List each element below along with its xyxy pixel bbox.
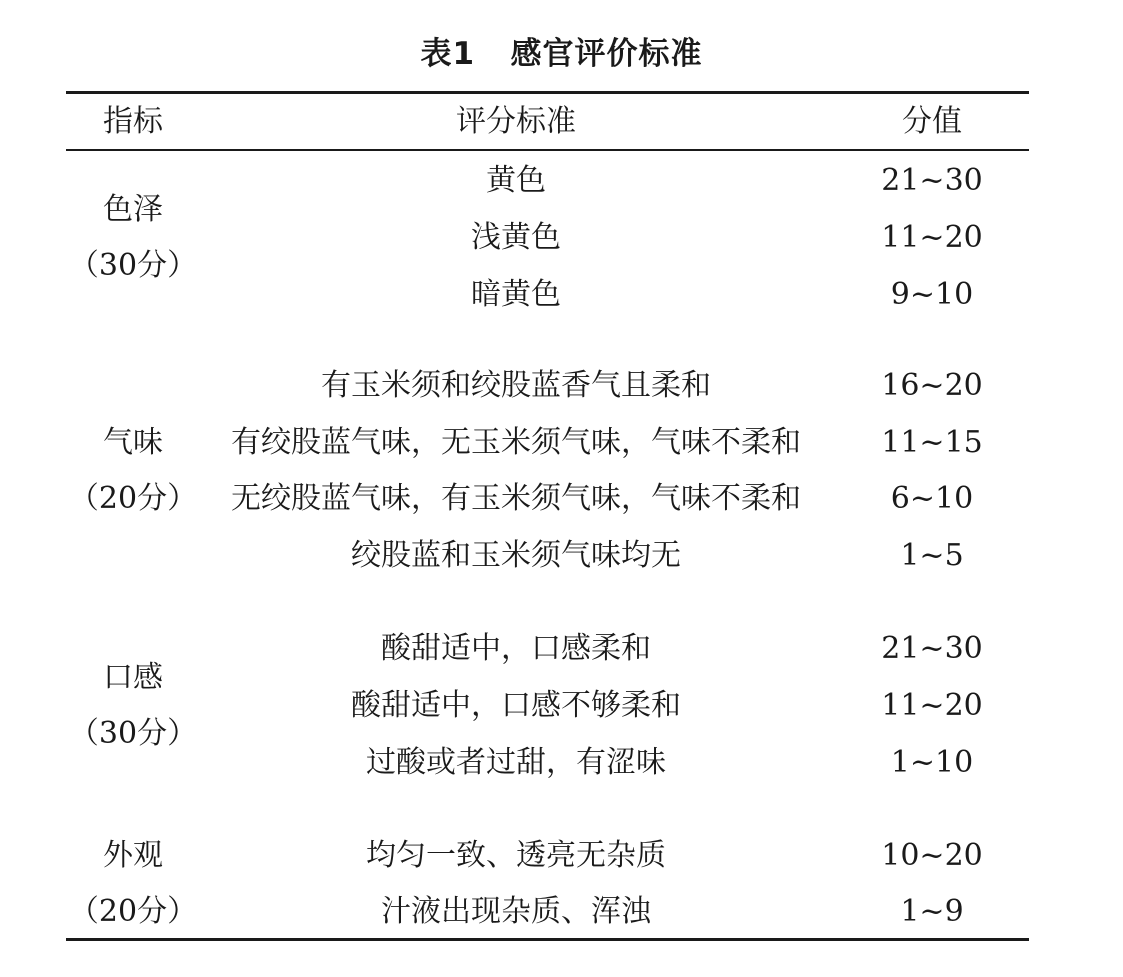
group-name: 口感 bbox=[103, 660, 163, 695]
score-cell: 11~20 bbox=[881, 220, 983, 255]
score-cell: 11~20 bbox=[881, 688, 983, 723]
score-cell: 1~5 bbox=[900, 538, 964, 573]
group-name: 气味 bbox=[103, 425, 163, 460]
criteria-cell: 酸甜适中，口感柔和 bbox=[381, 631, 651, 666]
bottom-rule bbox=[66, 938, 1029, 941]
header-score: 分值 bbox=[902, 104, 962, 139]
score-cell: 21~30 bbox=[881, 631, 983, 666]
criteria-cell: 绞股蓝和玉米须气味均无 bbox=[351, 538, 681, 573]
criteria-cell: 汁液出现杂质、浑浊 bbox=[381, 894, 651, 929]
criteria-cell: 有绞股蓝气味，无玉米须气味，气味不柔和 bbox=[231, 425, 801, 460]
group-points: （20分） bbox=[68, 894, 198, 929]
group-points: （20分） bbox=[68, 481, 198, 516]
header-indicator: 指标 bbox=[103, 104, 163, 139]
score-cell: 21~30 bbox=[881, 163, 983, 198]
criteria-cell: 过酸或者过甜，有涩味 bbox=[366, 745, 666, 780]
score-cell: 9~10 bbox=[890, 277, 974, 312]
criteria-cell: 无绞股蓝气味，有玉米须气味，气味不柔和 bbox=[231, 481, 801, 516]
criteria-cell: 有玉米须和绞股蓝香气且柔和 bbox=[321, 368, 711, 403]
group-points: （30分） bbox=[68, 248, 198, 283]
criteria-cell: 暗黄色 bbox=[471, 277, 561, 312]
header-criteria: 评分标准 bbox=[456, 104, 576, 139]
score-cell: 16~20 bbox=[881, 368, 983, 403]
criteria-cell: 酸甜适中，口感不够柔和 bbox=[351, 688, 681, 723]
score-cell: 10~20 bbox=[881, 838, 983, 873]
criteria-cell: 浅黄色 bbox=[471, 220, 561, 255]
group-name: 色泽 bbox=[103, 192, 163, 227]
table-title: 表1 感官评价标准 bbox=[420, 36, 703, 72]
score-cell: 1~9 bbox=[900, 894, 964, 929]
score-cell: 6~10 bbox=[890, 481, 974, 516]
score-cell: 1~10 bbox=[890, 745, 974, 780]
top-rule bbox=[66, 91, 1029, 94]
header-rule bbox=[66, 149, 1029, 151]
group-name: 外观 bbox=[103, 838, 163, 873]
criteria-cell: 均匀一致、透亮无杂质 bbox=[366, 838, 666, 873]
group-points: （30分） bbox=[68, 716, 198, 751]
criteria-cell: 黄色 bbox=[486, 163, 546, 198]
score-cell: 11~15 bbox=[881, 425, 983, 460]
